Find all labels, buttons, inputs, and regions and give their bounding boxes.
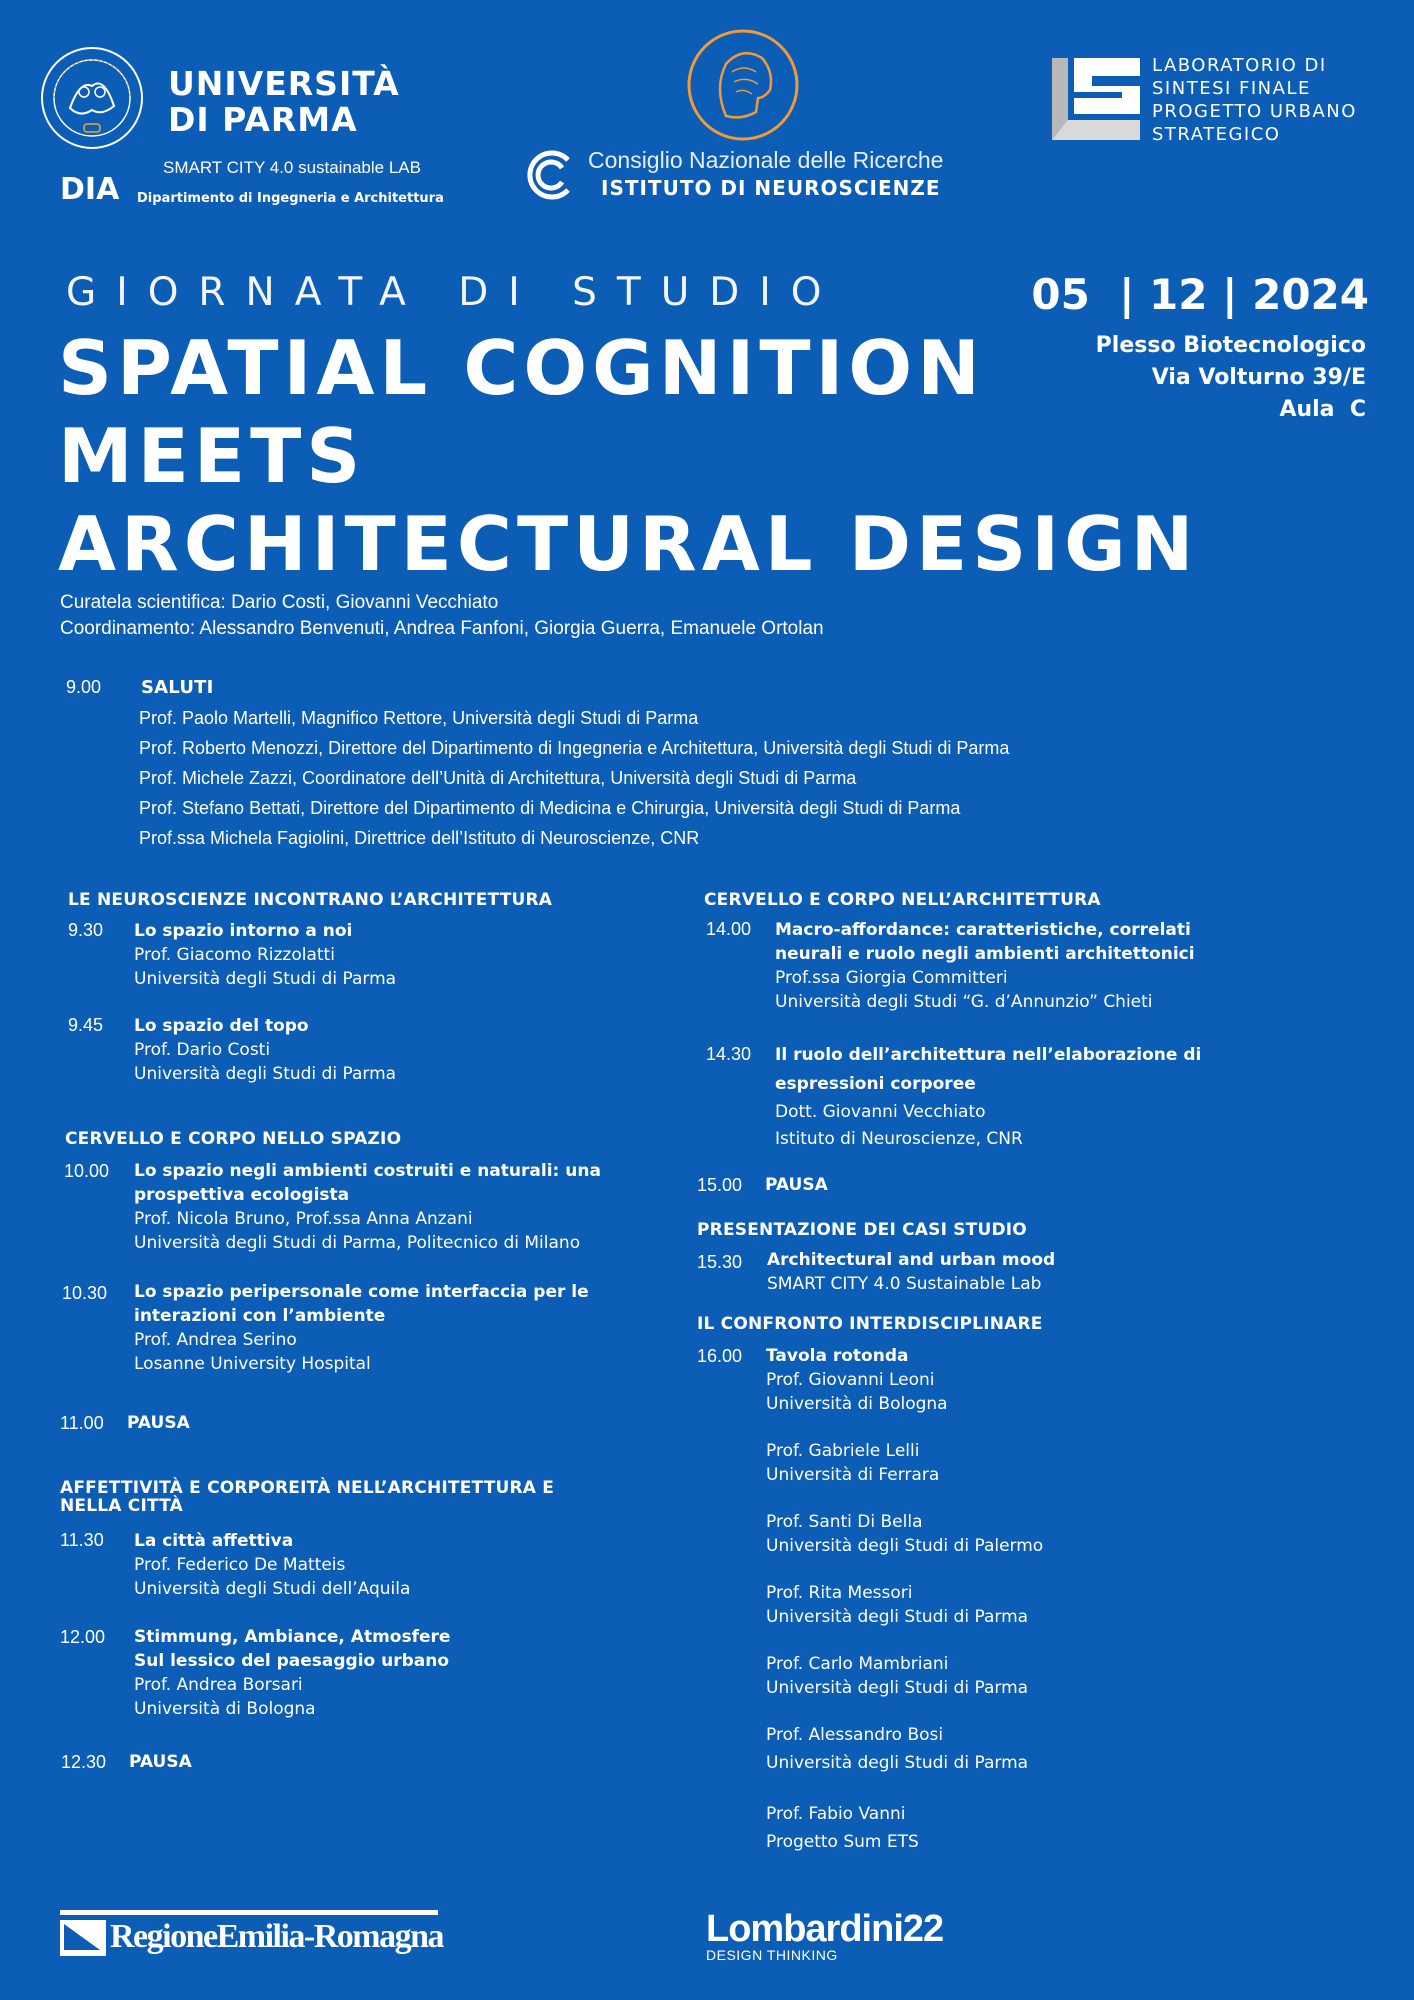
talk-title: Sul lessico del paesaggio urbano bbox=[134, 1651, 450, 1671]
talk-speaker: Dott. Giovanni Vecchiato bbox=[775, 1102, 986, 1122]
talk-time: 10.00 bbox=[64, 1161, 110, 1181]
talk-title: espressioni corporee bbox=[775, 1074, 976, 1094]
pause-label: PAUSA bbox=[127, 1413, 190, 1433]
talk-time: 9.45 bbox=[68, 1015, 104, 1035]
talk-speaker: Prof. Giacomo Rizzolatti bbox=[134, 945, 335, 965]
lab-logo-icon bbox=[1052, 58, 1140, 140]
talk-title: Lo spazio peripersonale come interfaccia per le bbox=[134, 1282, 589, 1302]
talk-time: 12.00 bbox=[60, 1627, 106, 1647]
talk-affiliation: Università degli Studi di Parma bbox=[134, 1064, 397, 1084]
talk-title: Stimmung, Ambiance, Atmosfere bbox=[134, 1627, 451, 1647]
talk-block bbox=[767, 1248, 1055, 1296]
section-heading: IL CONFRONTO INTERDISCIPLINARE bbox=[697, 1314, 1043, 1334]
section-heading: LE NEUROSCIENZE INCONTRANO L’ARCHITETTURA bbox=[68, 890, 553, 910]
panelist-affiliation: Università degli Studi di Parma bbox=[766, 1753, 1029, 1773]
university-name bbox=[168, 66, 400, 138]
panelist-affiliation: Progetto Sum ETS bbox=[766, 1832, 919, 1852]
panelist-name: Prof. Rita Messori bbox=[766, 1583, 913, 1603]
talk-affiliation: Università degli Studi dell’Aquila bbox=[134, 1579, 411, 1599]
talk-affiliation: Università degli Studi di Parma bbox=[134, 969, 397, 989]
talk-time: 11.30 bbox=[60, 1530, 104, 1550]
lab-name-line: LABORATORIO DI bbox=[1152, 55, 1327, 76]
saluti-speaker: Prof. Michele Zazzi, Coordinatore dell’Unità di Architettura, Università degli Studi di Parma bbox=[139, 768, 857, 788]
curatela-line: Curatela scientifica: Dario Costi, Giovanni Vecchiato bbox=[60, 592, 499, 613]
lab-name bbox=[1152, 54, 1357, 146]
saluti-time: 9.00 bbox=[66, 677, 102, 697]
talk-title: Il ruolo dell’architettura nell’elaborazione di bbox=[775, 1045, 1202, 1065]
talk-title: Macro-affordance: caratteristiche, correlati bbox=[775, 920, 1191, 940]
event-title bbox=[58, 324, 1198, 588]
talk-title: prospettiva ecologista bbox=[134, 1185, 350, 1205]
pause-time: 15.00 bbox=[697, 1175, 743, 1195]
regione-logo-text: RegioneEmilia-Romagna bbox=[110, 1918, 444, 1955]
event-title-line: SPATIAL COGNITION bbox=[58, 324, 985, 412]
talk-block bbox=[775, 918, 1195, 1014]
talk-title: La città affettiva bbox=[134, 1531, 294, 1551]
talk-time: 14.30 bbox=[706, 1044, 752, 1064]
talk-block bbox=[775, 1041, 1201, 1153]
panelist-name: Prof. Fabio Vanni bbox=[766, 1804, 906, 1824]
event-venue bbox=[1096, 330, 1366, 426]
saluti-speaker: Prof. Stefano Bettati, Direttore del Dipartimento di Medicina e Chirurgia, Università degli Studi di Parma bbox=[139, 798, 961, 818]
university-name-line1: UNIVERSITÀ bbox=[168, 64, 400, 103]
lab-name-line: STRATEGICO bbox=[1152, 124, 1281, 145]
university-name-line2: DI PARMA bbox=[168, 100, 358, 139]
regione-emilia-romagna-logo bbox=[60, 1910, 444, 1968]
round-table-block bbox=[766, 1344, 1043, 1854]
saluti-speakers bbox=[139, 703, 1009, 853]
saluti-speaker: Prof. Roberto Menozzi, Direttore del Dipartimento di Ingegneria e Architettura, Università degli Studi di Parma bbox=[139, 738, 1010, 758]
talk-block bbox=[134, 1159, 601, 1255]
event-title-line: MEETS bbox=[58, 412, 366, 500]
dia-acronym: DIA bbox=[60, 172, 120, 207]
section-heading: CERVELLO E CORPO NELL’ARCHITETTURA bbox=[704, 890, 1101, 910]
coordinamento-line: Coordinamento: Alessandro Benvenuti, Andrea Fanfoni, Giorgia Guerra, Emanuele Ortolan bbox=[60, 618, 824, 639]
university-seal-logo bbox=[40, 46, 144, 150]
talk-time: 15.30 bbox=[697, 1252, 743, 1272]
talk-title: neurali e ruolo negli ambienti architettonici bbox=[775, 944, 1195, 964]
venue-line: Via Volturno 39/E bbox=[1151, 365, 1366, 390]
pause-label: PAUSA bbox=[765, 1175, 828, 1195]
section-heading bbox=[60, 1479, 554, 1515]
talk-title: Tavola rotonda bbox=[766, 1346, 909, 1366]
section-heading-line: NELLA CITTÀ bbox=[60, 1496, 184, 1516]
talk-affiliation: Università di Bologna bbox=[134, 1699, 316, 1719]
dia-department-name: Dipartimento di Ingegneria e Architettura bbox=[137, 191, 444, 206]
talk-affiliation: Losanne University Hospital bbox=[134, 1354, 371, 1374]
talk-affiliation: Università degli Studi “G. d’Annunzio” Chieti bbox=[775, 992, 1153, 1012]
cnr-mark-icon bbox=[524, 148, 576, 200]
panelist-affiliation: Università di Bologna bbox=[766, 1394, 948, 1414]
panelist-name: Prof. Gabriele Lelli bbox=[766, 1441, 920, 1461]
cnr-institute-name: ISTITUTO DI NEUROSCIENZE bbox=[601, 176, 941, 200]
lombardini22-tagline: DESIGN THINKING bbox=[706, 1947, 838, 1963]
section-heading-line: AFFETTIVITÀ E CORPOREITÀ NELL’ARCHITETTURA E bbox=[60, 1478, 555, 1498]
talk-speaker: Prof. Andrea Serino bbox=[134, 1330, 297, 1350]
panelist-affiliation: Università degli Studi di Parma bbox=[766, 1607, 1029, 1627]
saluti-speaker: Prof.ssa Michela Fagiolini, Direttrice dell’Istituto di Neuroscienze, CNR bbox=[139, 828, 700, 848]
panelist-name: Prof. Alessandro Bosi bbox=[766, 1725, 944, 1745]
talk-title: Lo spazio intorno a noi bbox=[134, 921, 353, 941]
lab-name-line: PROGETTO URBANO bbox=[1152, 101, 1357, 122]
pause-time: 11.00 bbox=[60, 1413, 104, 1433]
panelist-name: Prof. Giovanni Leoni bbox=[766, 1370, 935, 1390]
lombardini22-logo bbox=[706, 1908, 943, 1963]
talk-affiliation: Istituto di Neuroscienze, CNR bbox=[775, 1129, 1023, 1149]
pause-label: PAUSA bbox=[129, 1752, 192, 1772]
panelist-name: Prof. Carlo Mambriani bbox=[766, 1654, 949, 1674]
talk-time: 10.30 bbox=[62, 1283, 108, 1303]
talk-block bbox=[134, 1280, 589, 1376]
talk-speaker: Prof.ssa Giorgia Committeri bbox=[775, 968, 1008, 988]
section-heading: PRESENTAZIONE DEI CASI STUDIO bbox=[697, 1220, 1027, 1240]
event-title-line: ARCHITECTURAL DESIGN bbox=[58, 500, 1199, 588]
lombardini22-name: Lombardini22 bbox=[706, 1908, 944, 1950]
talk-speaker: Prof. Federico De Matteis bbox=[134, 1555, 346, 1575]
talk-block bbox=[134, 1014, 396, 1086]
talk-title: Lo spazio del topo bbox=[134, 1016, 309, 1036]
cnr-name: Consiglio Nazionale delle Ricerche bbox=[588, 147, 944, 173]
panelist-affiliation: Università degli Studi di Parma bbox=[766, 1678, 1029, 1698]
saluti-speaker: Prof. Paolo Martelli, Magnifico Rettore, Università degli Studi di Parma bbox=[139, 708, 699, 728]
talk-block bbox=[134, 1529, 410, 1601]
saluti-label: SALUTI bbox=[141, 677, 214, 698]
talk-title: Architectural and urban mood bbox=[767, 1250, 1056, 1270]
section-heading: CERVELLO E CORPO NELLO SPAZIO bbox=[65, 1129, 402, 1149]
pause-time: 12.30 bbox=[61, 1752, 107, 1772]
event-date: 05 | 12 | 2024 bbox=[1031, 270, 1369, 319]
panelist-affiliation: Università di Ferrara bbox=[766, 1465, 940, 1485]
neuroscience-head-logo bbox=[686, 28, 800, 142]
venue-line: Plesso Biotecnologico bbox=[1095, 333, 1366, 358]
talk-block bbox=[134, 1625, 450, 1721]
talk-title: Lo spazio negli ambienti costruiti e naturali: una bbox=[134, 1161, 601, 1181]
talk-time: 14.00 bbox=[706, 919, 752, 939]
lab-name-line: SINTESI FINALE bbox=[1152, 78, 1311, 99]
venue-line: Aula C bbox=[1279, 397, 1366, 422]
talk-block bbox=[134, 919, 396, 991]
talk-affiliation: Università degli Studi di Parma, Politecnico di Milano bbox=[134, 1233, 581, 1253]
talk-affiliation: SMART CITY 4.0 Sustainable Lab bbox=[767, 1274, 1042, 1294]
event-credits bbox=[60, 590, 824, 642]
panelist-affiliation: Università degli Studi di Palermo bbox=[766, 1536, 1044, 1556]
talk-speaker: Prof. Dario Costi bbox=[134, 1040, 271, 1060]
event-kicker: GIORNATA DI STUDIO bbox=[66, 270, 842, 315]
talk-title: interazioni con l’ambiente bbox=[134, 1306, 386, 1326]
talk-speaker: Prof. Nicola Bruno, Prof.ssa Anna Anzani bbox=[134, 1209, 473, 1229]
smart-city-lab-label: SMART CITY 4.0 sustainable LAB bbox=[163, 158, 421, 177]
panelist-name: Prof. Santi Di Bella bbox=[766, 1512, 923, 1532]
talk-time: 16.00 bbox=[697, 1346, 743, 1366]
talk-time: 9.30 bbox=[68, 920, 104, 940]
talk-speaker: Prof. Andrea Borsari bbox=[134, 1675, 303, 1695]
